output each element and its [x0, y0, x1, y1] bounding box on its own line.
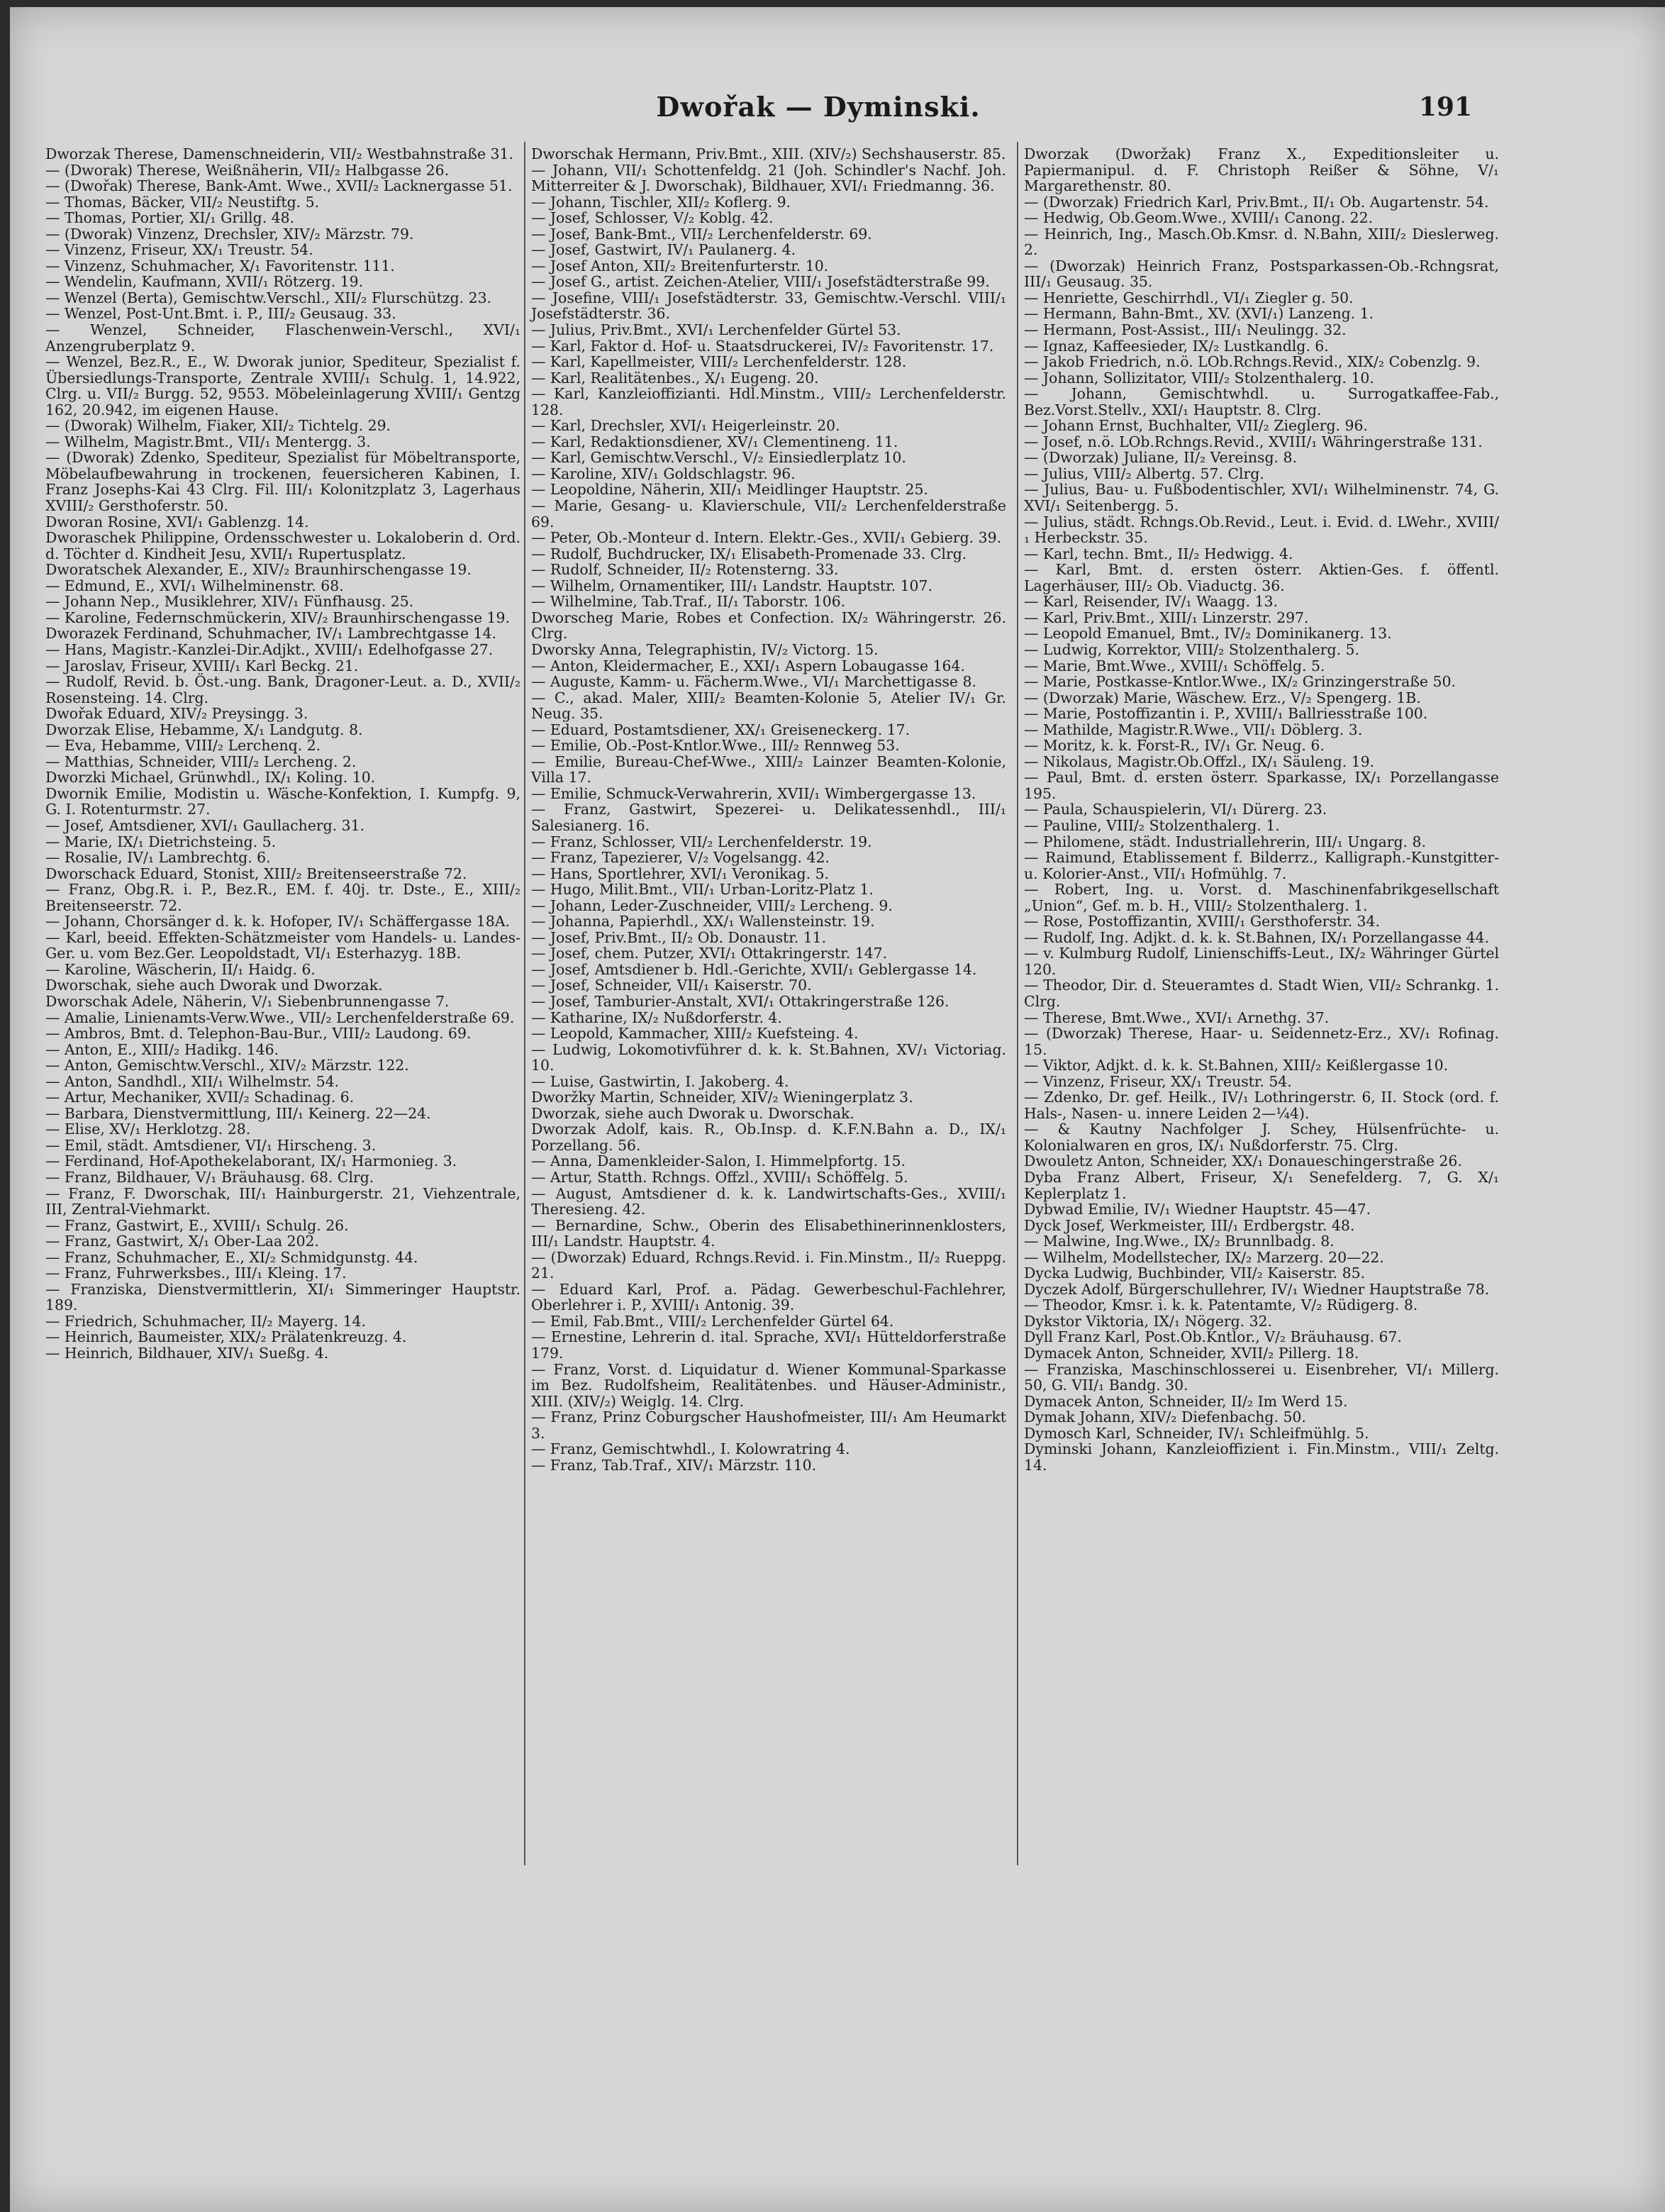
directory-entry: — Johanna, Papierhdl., XX/₁ Wallensteinstr. 19. [531, 913, 875, 930]
directory-entry: Dworzak Therese, Damenschneiderin, VII/₂ Westbahnstraße 31. [45, 145, 513, 162]
directory-entry: Dworzak, siehe auch Dworak u. Dworschak. [531, 1104, 854, 1122]
directory-entry: — Auguste, Kamm- u. Fächerm.Wwe., VI/₁ Marchettigasse 8. [531, 673, 976, 691]
directory-entry: — Karl, Faktor d. Hof- u. Staatsdruckerei, IV/₂ Favoritenstr. 17. [531, 337, 994, 355]
directory-entry: — Jakob Friedrich, n.ö. LOb.Rchngs.Revid., XIX/₂ Cobenzlg. 9. [1024, 353, 1481, 371]
directory-entry: — Elise, XV/₁ Herklotzg. 28. [45, 1121, 251, 1138]
directory-entry: — Viktor, Adjkt. d. k. k. St.Bahnen, XIII/₂ Keißlergasse 10. [1024, 1057, 1449, 1074]
directory-entry: Dworzak Adolf, kais. R., Ob.Insp. d. K.F.N.Bahn a. D., IX/₁ Porzellang. 56. [531, 1121, 1006, 1154]
directory-entry: — Bernardine, Schw., Oberin des Elisabethinerinnenklosters, III/₁ Landstr. Hauptstr. 4. [531, 1216, 1006, 1250]
directory-entry: — Josef, n.ö. LOb.Rchngs.Revid., XVIII/₁ Währingerstraße 131. [1024, 433, 1483, 450]
directory-entry: Dymosch Karl, Schneider, IV/₁ Schleifmühlg. 5. [1024, 1424, 1369, 1442]
directory-entry: — Heinrich, Bildhauer, XIV/₁ Sueßg. 4. [45, 1345, 329, 1362]
directory-entry: Dworschak Hermann, Priv.Bmt., XIII. (XIV/₂) Sechshauserstr. 85. [531, 145, 1006, 162]
directory-entry: — Josef, Amtsdiener b. Hdl.-Gerichte, XVII/₁ Geblergasse 14. [531, 960, 977, 978]
directory-entry: — Franz, Schlosser, VII/₂ Lerchenfelderstr. 19. [531, 833, 872, 850]
directory-entry: — Marie, Bmt.Wwe., XVIII/₁ Schöffelg. 5. [1024, 657, 1325, 674]
directory-entry: — Johann, Sollizitator, VIII/₂ Stolzenthalerg. 10. [1024, 369, 1374, 387]
directory-entry: — Emilie, Schmuck-Verwahrerin, XVII/₁ Wimbergergasse 13. [531, 784, 976, 802]
directory-entry: Dworzak Elise, Hebamme, X/₁ Landgutg. 8. [45, 721, 363, 738]
directory-entry: — Josefine, VIII/₁ Josefstädterstr. 33, Gemischtw.-Verschl. VIII/₁ Josefstädterstr. 36. [531, 289, 1006, 323]
directory-entry: — Mathilde, Magistr.R.Wwe., VII/₁ Döblerg. 3. [1024, 721, 1363, 738]
directory-entry: — Marie, Gesang- u. Klavierschule, VII/₂ Lerchenfelderstraße 69. [531, 497, 1006, 530]
directory-entry: — Karl, Drechsler, XVI/₁ Heigerleinstr. 20. [531, 417, 840, 435]
directory-entry: — Karl, Kapellmeister, VIII/₂ Lerchenfelderstr. 128. [531, 353, 907, 371]
directory-entry: — Ludwig, Korrektor, VIII/₂ Stolzenthalerg. 5. [1024, 640, 1360, 658]
directory-entry: — Thomas, Portier, XI/₁ Grillg. 48. [45, 209, 295, 227]
directory-entry: — Marie, Postkasse-Kntlor.Wwe., IX/₂ Grinzingerstraße 50. [1024, 673, 1456, 691]
directory-entry: — Karl, Redaktionsdiener, XV/₁ Clementineng. 11. [531, 433, 898, 450]
directory-entry: — Anton, Gemischtw.Verschl., XIV/₂ Märzstr. 122. [45, 1057, 409, 1074]
directory-entry: — Theodor, Kmsr. i. k. k. Patentamte, V/₂ Rüdigerg. 8. [1024, 1296, 1418, 1314]
directory-entry: — Julius, Priv.Bmt., XVI/₁ Lerchenfelder Gürtel 53. [531, 321, 901, 339]
directory-entry: — Rudolf, Schneider, II/₂ Rotensterng. 33. [531, 561, 839, 579]
directory-entry: — Rose, Postoffizantin, XVIII/₁ Gersthoferstr. 34. [1024, 913, 1380, 930]
directory-entry: — Josef, Amtsdiener, XVI/₁ Gaullacherg. 31. [45, 816, 365, 834]
directory-entry: — Eduard Karl, Prof. a. Pädag. Gewerbeschul-Fachlehrer, Oberlehrer i. P., XVIII/₁ Antonig. 39. [531, 1280, 1006, 1314]
directory-entry: — Karl, Reisender, IV/₁ Waagg. 13. [1024, 593, 1278, 611]
directory-entry: — Heinrich, Baumeister, XIX/₂ Prälatenkreuzg. 4. [45, 1328, 407, 1346]
directory-entry: — Franz, Gemischtwhdl., I. Kolowratring 4. [531, 1440, 850, 1458]
directory-entry: — Peter, Ob.-Monteur d. Intern. Elektr.-Ges., XVII/₁ Gebierg. 39. [531, 529, 1002, 547]
directory-entry: — Franz, Gastwirt, X/₁ Ober-Laa 202. [45, 1233, 319, 1250]
directory-entry: — Hedwig, Ob.Geom.Wwe., XVIII/₁ Canong. 22. [1024, 209, 1374, 227]
directory-entry: Dworschack Eduard, Stonist, XIII/₂ Breitenseerstraße 72. [45, 865, 467, 882]
directory-entry: — Paul, Bmt. d. ersten österr. Sparkasse, IX/₁ Porzellangasse 195. [1024, 769, 1499, 802]
directory-entry: Dwořak Eduard, XIV/₂ Preysingg. 3. [45, 705, 308, 723]
directory-entry: — August, Amtsdiener d. k. k. Landwirtschafts-Ges., XVIII/₁ Theresieng. 42. [531, 1184, 1006, 1218]
directory-entry: — Julius, VIII/₂ Albertg. 57. Clrg. [1024, 465, 1264, 482]
directory-entry: — Josef, Schlosser, V/₂ Koblg. 42. [531, 209, 774, 227]
directory-entry: — Pauline, VIII/₂ Stolzenthalerg. 1. [1024, 816, 1280, 834]
directory-entry: — Wilhelmine, Tab.Traf., II/₁ Taborstr. 106. [531, 593, 846, 611]
directory-entry: Dybwad Emilie, IV/₁ Wiedner Hauptstr. 45—47. [1024, 1201, 1371, 1218]
directory-entry: — Josef, Schneider, VII/₁ Kaiserstr. 70. [531, 977, 812, 994]
directory-entry: — Josef G., artist. Zeichen-Atelier, VIII/₁ Josefstädterstraße 99. [531, 273, 990, 291]
column-divider [524, 142, 525, 1865]
directory-entry: — Rudolf, Revid. b. Öst.-ung. Bank, Dragoner-Leut. a. D., XVII/₂ Rosensteing. 14. Clrg. [45, 673, 520, 706]
directory-entry: Dwouletz Anton, Schneider, XX/₁ Donaueschingerstraße 26. [1024, 1152, 1462, 1170]
directory-entry: — C., akad. Maler, XIII/₂ Beamten-Kolonie 5, Atelier IV/₁ Gr. Neug. 35. [531, 689, 1006, 723]
directory-entry: — Karl, Bmt. d. ersten österr. Aktien-Ges. f. öffentl. Lagerhäuser, III/₂ Ob. Viaductg. 36. [1024, 561, 1499, 594]
directory-entry: — Emilie, Ob.-Post-Kntlor.Wwe., III/₂ Rennweg 53. [531, 737, 900, 755]
directory-entry: Dymak Johann, XIV/₂ Diefenbachg. 50. [1024, 1408, 1306, 1426]
directory-entry: — Luise, Gastwirtin, I. Jakoberg. 4. [531, 1072, 789, 1090]
directory-entry: — Emil, Fab.Bmt., VIII/₂ Lerchenfelder Gürtel 64. [531, 1312, 894, 1330]
directory-entry: — (Dworak) Zdenko, Spediteur, Spezialist für Möbeltransporte, Möbelaufbewahrung in trockenen, feuersicheren Kabinen, I. Franz Josephs-Kai 43 Clrg. Fil. III/₁ Kolonitzplatz 3, Lagerhaus XVIII/₂ Gersthoferstr. 50. [45, 449, 520, 515]
directory-entry: — v. Kulmburg Rudolf, Linienschiffs-Leut., IX/₂ Währinger Gürtel 120. [1024, 945, 1499, 978]
directory-entry: — Rudolf, Buchdrucker, IX/₁ Elisabeth-Promenade 33. Clrg. [531, 545, 967, 562]
directory-entry: — (Dworak) Wilhelm, Fiaker, XII/₂ Tichtelg. 29. [45, 417, 391, 435]
directory-entry: — Therese, Bmt.Wwe., XVI/₁ Arnethg. 37. [1024, 1008, 1330, 1026]
directory-entry: — Franz, Bildhauer, V/₁ Bräuhausg. 68. Clrg. [45, 1169, 374, 1186]
directory-entry: — Wenzel, Schneider, Flaschenwein-Verschl., XVI/₁ Anzengruberplatz 9. [45, 321, 520, 355]
directory-entry: Dyminski Johann, Kanzleioffizient i. Fin.Minstm., VIII/₁ Zeltg. 14. [1024, 1440, 1499, 1474]
directory-entry: — Josef Anton, XII/₂ Breitenfurterstr. 10. [531, 257, 829, 274]
directory-entry: — Vinzenz, Friseur, XX/₁ Treustr. 54. [1024, 1072, 1292, 1090]
directory-entry: — Heinrich, Ing., Masch.Ob.Kmsr. d. N.Bahn, XIII/₂ Dieslerweg. 2. [1024, 225, 1499, 259]
column-2 [531, 146, 1006, 1473]
directory-entry: — Amalie, Linienamts-Verw.Wwe., VII/₂ Lerchenfelderstraße 69. [45, 1008, 515, 1026]
column-3 [1024, 146, 1499, 1473]
directory-entry: Dyba Franz Albert, Friseur, X/₁ Senefelderg. 7, G. X/₁ Keplerplatz 1. [1024, 1169, 1499, 1202]
directory-entry: — Hermann, Bahn-Bmt., XV. (XVI/₁) Lanzeng. 1. [1024, 305, 1374, 323]
directory-entry: — Ludwig, Lokomotivführer d. k. k. St.Bahnen, XV/₁ Victoriag. 10. [531, 1040, 1006, 1074]
directory-entry: — Franz, Vorst. d. Liquidatur d. Wiener Kommunal-Sparkasse im Bez. Rudolfsheim, Realitätenbes. und Häuser-Administr., XIII. (XIV/₂) Weiglg. 14. Clrg. [531, 1360, 1006, 1410]
directory-entry: — Johann, VII/₁ Schottenfeldg. 21 (Joh. Schindler's Nachf. Joh. Mitterreiter & J. Dworschak), Bildhauer, XVI/₁ Friedmanng. 36. [531, 161, 1006, 195]
directory-entry: Dyll Franz Karl, Post.Ob.Kntlor., V/₂ Bräuhausg. 67. [1024, 1328, 1402, 1346]
directory-entry: — Malwine, Ing.Wwe., IX/₂ Brunnlbadg. 8. [1024, 1233, 1335, 1250]
directory-entry: — (Dworzak) Therese, Haar- u. Seidennetz-Erz., XV/₁ Rofinag. 15. [1024, 1025, 1499, 1058]
directory-entry: — Wenzel (Berta), Gemischtw.Verschl., XII/₂ Flurschützg. 23. [45, 289, 492, 306]
directory-entry: — Josef, Tamburier-Anstalt, XVI/₁ Ottakringerstraße 126. [531, 992, 950, 1010]
directory-entry: Dyck Josef, Werkmeister, III/₁ Erdbergstr. 48. [1024, 1216, 1355, 1234]
directory-entry: — Karl, Priv.Bmt., XIII/₁ Linzerstr. 297. [1024, 608, 1309, 626]
directory-entry: Dyczek Adolf, Bürgerschullehrer, IV/₁ Wiedner Hauptstraße 78. [1024, 1280, 1490, 1298]
directory-entry: Dworzki Michael, Grünwhdl., IX/₁ Koling. 10. [45, 769, 376, 787]
directory-entry: — Hans, Sportlehrer, XVI/₁ Veronikag. 5. [531, 865, 830, 882]
directory-entry: — Karl, Gemischtw.Verschl., V/₂ Einsiedlerplatz 10. [531, 449, 906, 467]
directory-entry: — Zdenko, Dr. gef. Heilk., IV/₁ Lothringerstr. 6, II. Stock (ord. f. Hals-, Nasen- u. innere Leiden 2—¼4). [1024, 1089, 1499, 1122]
directory-entry: — Karl, Kanzleioffizianti. Hdl.Minstm., VIII/₂ Lerchenfelderstr. 128. [531, 385, 1006, 418]
directory-entry: — Wendelin, Kaufmann, XVII/₁ Rötzerg. 19. [45, 273, 364, 291]
page-title: Dwořak — Dyminski. [656, 91, 981, 123]
directory-entry: — Emilie, Bureau-Chef-Wwe., XIII/₂ Lainzer Beamten-Kolonie, Villa 17. [531, 752, 1006, 787]
directory-page [10, 7, 1665, 2212]
directory-entry: — Franz, F. Dworschak, III/₁ Hainburgerstr. 21, Viehzentrale, III, Zentral-Viehmarkt. [45, 1184, 520, 1218]
directory-entry: — Anna, Damenkleider-Salon, I. Himmelpfortg. 15. [531, 1152, 906, 1170]
directory-entry: — (Dworak) Therese, Weißnäherin, VII/₂ Halbgasse 26. [45, 161, 450, 179]
page-number: 191 [1418, 92, 1472, 122]
directory-entry: Dwornik Emilie, Modistin u. Wäsche-Konfektion, I. Kumpfg. 9, G. I. Rotenturmstr. 27. [45, 784, 520, 818]
directory-entry: — Rudolf, Ing. Adjkt. d. k. k. St.Bahnen, IX/₁ Porzellangasse 44. [1024, 928, 1489, 946]
directory-entry: — Wilhelm, Modellstecher, IX/₂ Marzerg. 20—22. [1024, 1248, 1384, 1266]
directory-entry: — Eva, Hebamme, VIII/₂ Lerchenq. 2. [45, 737, 321, 755]
directory-entry: Dworsky Anna, Telegraphistin, IV/₂ Victorg. 15. [531, 640, 879, 658]
directory-entry: — Jaroslav, Friseur, XVIII/₁ Karl Beckg. 21. [45, 657, 359, 674]
directory-entry: — Ernestine, Lehrerin d. ital. Sprache, XVI/₁ Hütteldorferstraße 179. [531, 1328, 1006, 1362]
directory-entry: — Karoline, Federnschmückerin, XIV/₂ Braunhirschengasse 19. [45, 608, 510, 626]
directory-entry: Dworschak Adele, Näherin, V/₁ Siebenbrunnengasse 7. [45, 992, 450, 1010]
directory-entry: — Wilhelm, Ornamentiker, III/₁ Landstr. Hauptstr. 107. [531, 577, 932, 594]
directory-entry: — Eduard, Postamtsdiener, XX/₁ Greiseneckerg. 17. [531, 721, 911, 738]
directory-entry: — Robert, Ing. u. Vorst. d. Maschinenfabrikgesellschaft „Union“, Gef. m. b. H., VIII/₂ Stolzenthalerg. 1. [1024, 881, 1499, 914]
directory-entry: — (Dworzak) Heinrich Franz, Postsparkassen-Ob.-Rchngsrat, III/₁ Geusaug. 35. [1024, 257, 1499, 291]
directory-entry: — Franziska, Dienstvermittlerin, XI/₁ Simmeringer Hauptstr. 189. [45, 1280, 520, 1314]
directory-entry: — (Dworzak) Marie, Wäschew. Erz., V/₂ Spengerg. 1B. [1024, 689, 1421, 706]
directory-entry: Dworan Rosine, XVI/₁ Gablenzg. 14. [45, 513, 309, 530]
directory-entry: — Hans, Magistr.-Kanzlei-Dir.Adjkt., XVIII/₁ Edelhofgasse 27. [45, 640, 494, 658]
directory-entry: — Johann, Leder-Zuschneider, VIII/₂ Lercheng. 9. [531, 896, 893, 914]
directory-entry: — Franz, Tapezierer, V/₂ Vogelsangg. 42. [531, 849, 830, 867]
directory-entry: — Karoline, XIV/₁ Goldschlagstr. 96. [531, 465, 796, 482]
directory-entry: — Leopold, Kammacher, XIII/₂ Kuefsteing. 4. [531, 1025, 859, 1043]
directory-entry: — Marie, Postoffizantin i. P., XVIII/₁ Ballriesstraße 100. [1024, 705, 1428, 723]
directory-entry: — Leopold Emanuel, Bmt., IV/₂ Dominikanerg. 13. [1024, 625, 1392, 643]
directory-entry: — (Dwořak) Therese, Bank-Amt. Wwe., XVII/₂ Lacknergasse 51. [45, 177, 513, 195]
directory-entry: — Marie, IX/₁ Dietrichsteing. 5. [45, 833, 277, 850]
directory-entry: Dworschak, siehe auch Dworak und Dworzak. [45, 977, 383, 994]
directory-entry: — Ambros, Bmt. d. Telephon-Bau-Bur., VIII/₂ Laudong. 69. [45, 1025, 472, 1043]
directory-entry: — Barbara, Dienstvermittlung, III/₁ Keinerg. 22—24. [45, 1104, 431, 1122]
directory-entry: — Franz, Gastwirt, E., XVIII/₁ Schulg. 26. [45, 1216, 349, 1234]
directory-entry: — Leopoldine, Näherin, XII/₁ Meidlinger Hauptstr. 25. [531, 481, 928, 499]
directory-entry: — Anton, Sandhdl., XII/₁ Wilhelmstr. 54. [45, 1072, 340, 1090]
directory-entry: — Josef, Priv.Bmt., II/₂ Ob. Donaustr. 11. [531, 928, 827, 946]
directory-entry: — Josef, chem. Putzer, XVI/₁ Ottakringerstr. 147. [531, 945, 888, 962]
directory-entry: — Thomas, Bäcker, VII/₂ Neustiftg. 5. [45, 193, 320, 211]
directory-entry: — Josef, Gastwirt, IV/₁ Paulanerg. 4. [531, 241, 796, 259]
directory-entry: — Hugo, Milit.Bmt., VII/₁ Urban-Loritz-Platz 1. [531, 881, 874, 899]
directory-entry: — Franz, Tab.Traf., XIV/₁ Märzstr. 110. [531, 1456, 817, 1474]
column-1 [45, 146, 520, 1362]
directory-entry: — Johann Ernst, Buchhalter, VII/₂ Zieglerg. 96. [1024, 417, 1368, 435]
directory-entry: — Johann, Gemischtwhdl. u. Surrogatkaffee-Fab., Bez.Vorst.Stellv., XXI/₁ Hauptstr. 8. Clrg. [1024, 385, 1499, 418]
directory-entry: — Artur, Statth. Rchngs. Offzl., XVIII/₁ Schöffelg. 5. [531, 1169, 908, 1186]
directory-entry: — Paula, Schauspielerin, VI/₁ Dürerg. 23. [1024, 801, 1327, 818]
directory-entry: — Franz, Obg.R. i. P., Bez.R., EM. f. 40j. tr. Dste., E., XIII/₂ Breitenseerstr. 72. [45, 881, 520, 914]
directory-entry: — Vinzenz, Friseur, XX/₁ Treustr. 54. [45, 241, 313, 259]
directory-entry: — Artur, Mechaniker, XVII/₂ Schadinag. 6. [45, 1089, 355, 1106]
directory-entry: — Ignaz, Kaffeesieder, IX/₂ Lustkandlg. 6. [1024, 337, 1329, 355]
directory-entry: — Franz, Gastwirt, Spezerei- u. Delikatessenhdl., III/₁ Salesianerg. 16. [531, 801, 1006, 834]
directory-entry: — Matthias, Schneider, VIII/₂ Lercheng. 2. [45, 752, 357, 770]
directory-entry: — Johann, Tischler, XII/₂ Koflerg. 9. [531, 193, 791, 211]
directory-entry: Dworscheg Marie, Robes et Confection. IX/₂ Währingerstr. 26. Clrg. [531, 608, 1006, 643]
directory-entry: Dworaschek Philippine, Ordensschwester u. Lokaloberin d. Ord. d. Töchter d. Kindheit Jesu, XVII/₁ Rupertusplatz. [45, 529, 520, 562]
directory-entry: — Katharine, IX/₂ Nußdorferstr. 4. [531, 1008, 782, 1026]
directory-entry: — Wenzel, Bez.R., E., W. Dworak junior, Spediteur, Spezialist f. Übersiedlungs-Transporte, Zentrale XVIII/₁ Schulg. 1, 14.922, Clrg. u. VII/₂ Burgg. 52, 9553. Möbeleinlagerung XVIII/₁ Gentzg 162, 20.942, im eigenen Hause. [45, 353, 520, 418]
directory-entry: Dymacek Anton, Schneider, II/₂ Im Werd 15. [1024, 1392, 1348, 1410]
directory-entry: — Edmund, E., XVI/₁ Wilhelminenstr. 68. [45, 577, 344, 594]
directory-entry: Dworzak (Dworžak) Franz X., Expeditionsleiter u. Papiermanipul. d. F. Christoph Reißer & Söhne, V/₁ Margarethenstr. 80. [1024, 145, 1499, 195]
directory-entry: — Theodor, Dir. d. Steueramtes d. Stadt Wien, VII/₂ Schrankg. 1. Clrg. [1024, 977, 1499, 1010]
directory-entry: — Friedrich, Schuhmacher, II/₂ Mayerg. 14. [45, 1312, 367, 1330]
directory-entry: — Raimund, Etablissement f. Bilderrz., Kalligraph.-Kunstgitter- u. Kolorier-Anst., VII/₁ Hofmühlg. 7. [1024, 849, 1499, 882]
directory-entry: — (Dworzak) Juliane, II/₂ Vereinsg. 8. [1024, 449, 1297, 467]
directory-entry: — Johann, Chorsänger d. k. k. Hofoper, IV/₁ Schäffergasse 18A. [45, 913, 510, 930]
directory-entry: — Moritz, k. k. Forst-R., IV/₁ Gr. Neug. 6. [1024, 737, 1325, 755]
directory-entry: — Wenzel, Post-Unt.Bmt. i. P., III/₂ Geusaug. 33. [45, 305, 396, 323]
directory-entry: — Josef, Bank-Bmt., VII/₂ Lerchenfelderstr. 69. [531, 225, 872, 243]
directory-entry: — Hermann, Post-Assist., III/₁ Neulingg. 32. [1024, 321, 1347, 339]
directory-entry: — Karoline, Wäscherin, II/₁ Haidg. 6. [45, 960, 316, 978]
directory-entry: — Franz, Schuhmacher, E., XI/₂ Schmidgunstg. 44. [45, 1248, 418, 1266]
directory-entry: — Franz, Fuhrwerksbes., III/₁ Kleing. 17. [45, 1265, 347, 1282]
directory-entry: — Vinzenz, Schuhmacher, X/₁ Favoritenstr. 111. [45, 257, 395, 274]
directory-entry: — Karl, Realitätenbes., X/₁ Eugeng. 20. [531, 369, 819, 387]
directory-entry: — Karl, beeid. Effekten-Schätzmeister vom Handels- u. Landes-Ger. u. vom Bez.Ger. Leopoldstadt, VI/₁ Esterhazyg. 18B. [45, 928, 520, 962]
directory-entry: Dworazek Ferdinand, Schuhmacher, IV/₁ Lambrechtgasse 14. [45, 625, 496, 643]
directory-entry: Dykstor Viktoria, IX/₁ Nögerg. 32. [1024, 1312, 1273, 1330]
directory-entry: — Wilhelm, Magistr.Bmt., VII/₁ Mentergg. 3. [45, 433, 371, 450]
directory-entry: — (Dworzak) Eduard, Rchngs.Revid. i. Fin.Minstm., II/₂ Rueppg. 21. [531, 1248, 1006, 1282]
directory-entry: — Franziska, Maschinschlosserei u. Eisenbreher, VI/₁ Millerg. 50, G. VII/₁ Bandg. 30. [1024, 1360, 1499, 1394]
directory-entry: Dycka Ludwig, Buchbinder, VII/₂ Kaiserstr. 85. [1024, 1265, 1366, 1282]
directory-entry: — Anton, Kleidermacher, E., XXI/₁ Aspern Lobaugasse 164. [531, 657, 965, 674]
directory-entry: — Ferdinand, Hof-Apothekelaborant, IX/₁ Harmonieg. 3. [45, 1152, 457, 1170]
directory-entry: — Karl, techn. Bmt., II/₂ Hedwigg. 4. [1024, 545, 1293, 562]
directory-entry: — Anton, E., XIII/₂ Hadikg. 146. [45, 1040, 279, 1058]
directory-entry: — Julius, Bau- u. Fußbodentischler, XVI/₁ Wilhelminenstr. 74, G. XVI/₁ Seitenbergg. 5. [1024, 481, 1499, 515]
directory-entry: — Johann Nep., Musiklehrer, XIV/₁ Fünfhausg. 25. [45, 593, 414, 611]
column-divider [1017, 142, 1018, 1865]
directory-entry: — & Kautny Nachfolger J. Schey, Hülsenfrüchte- u. Kolonialwaren en gros, IX/₁ Nußdorferstr. 75. Clrg. [1024, 1121, 1499, 1154]
directory-entry: — Emil, städt. Amtsdiener, VI/₁ Hirscheng. 3. [45, 1136, 377, 1154]
directory-entry: — (Dworzak) Friedrich Karl, Priv.Bmt., II/₁ Ob. Augartenstr. 54. [1024, 193, 1489, 211]
directory-entry: — Franz, Prinz Coburgscher Haushofmeister, III/₁ Am Heumarkt 3. [531, 1408, 1006, 1442]
directory-entry: Dymacek Anton, Schneider, XVII/₂ Pillerg. 18. [1024, 1345, 1359, 1362]
directory-entry: — Philomene, städt. Industriallehrerin, III/₁ Ungarg. 8. [1024, 833, 1426, 850]
directory-entry: — Julius, städt. Rchngs.Ob.Revid., Leut. i. Evid. d. LWehr., XVIII/₁ Herbeckstr. 35. [1024, 513, 1499, 547]
directory-entry: — (Dworak) Vinzenz, Drechsler, XIV/₂ Märzstr. 79. [45, 225, 414, 243]
directory-entry: — Henriette, Geschirrhdl., VI/₁ Ziegler g. 50. [1024, 289, 1354, 306]
directory-entry: Dworžky Martin, Schneider, XIV/₂ Wieningerplatz 3. [531, 1089, 913, 1106]
directory-entry: — Nikolaus, Magistr.Ob.Offzl., IX/₁ Säuleng. 19. [1024, 752, 1375, 770]
page-header [10, 91, 1665, 133]
directory-entry: — Rosalie, IV/₁ Lambrechtg. 6. [45, 849, 271, 867]
directory-entry: Dworatschek Alexander, E., XIV/₂ Braunhirschengasse 19. [45, 561, 472, 579]
